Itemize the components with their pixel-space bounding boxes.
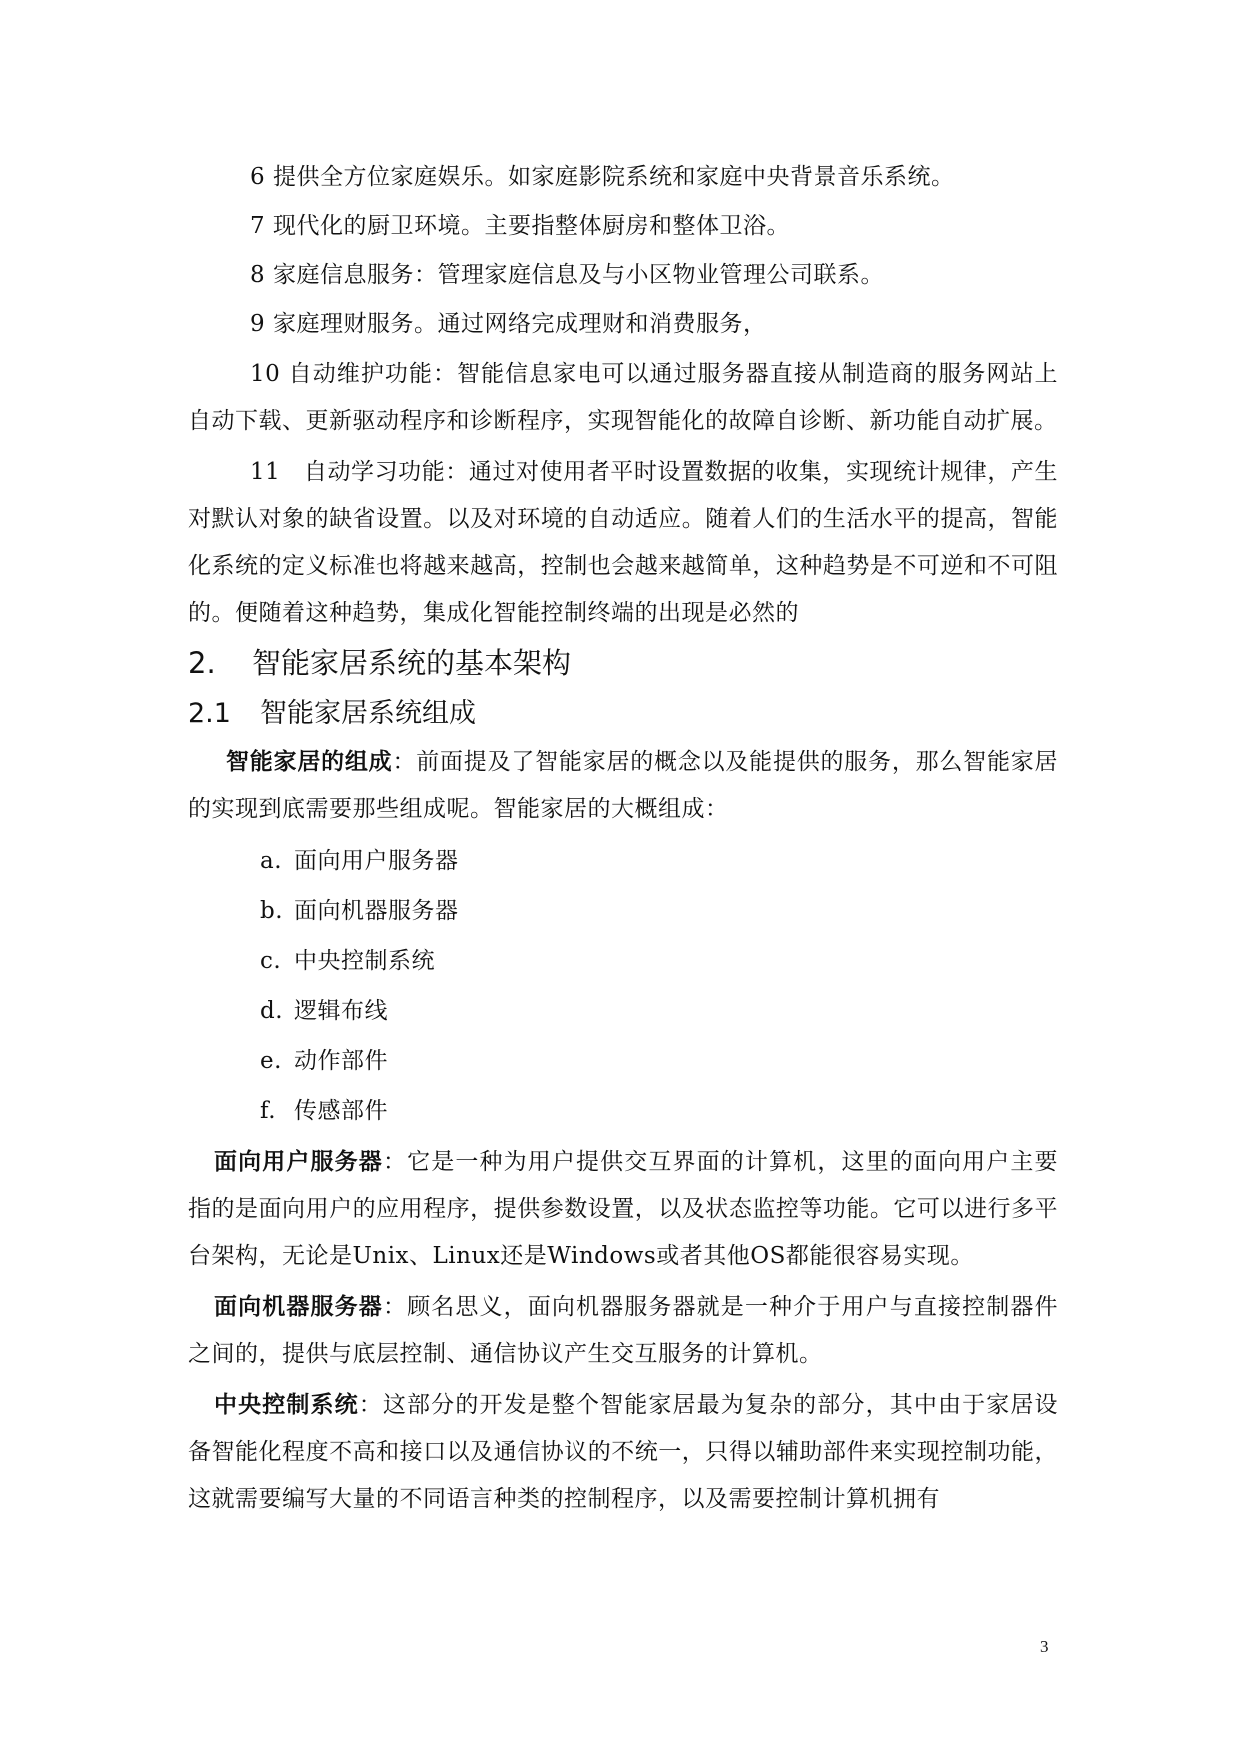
central-control-text: ：这部分的开发是整个智能家居最为复杂的部分，其中由于家居设备智能化程度不高和接口以及通信协议的不统一，只得以辅助部件来实现控制功能，这就需要编写大量的不同语言种类的控制程序，以及需要控制计算机拥有	[188, 1392, 1059, 1512]
page-content	[188, 155, 1058, 1523]
list-text: 逻辑布线	[294, 998, 388, 1024]
user-server-paragraph	[188, 1139, 1058, 1280]
list-item	[188, 1039, 1058, 1083]
machine-server-text: ：顾名思义，面向机器服务器就是一种介于用户与直接控制器件之间的，提供与底层控制、通信协议产生交互服务的计算机。	[188, 1294, 1059, 1367]
user-server-text: ：它是一种为用户提供交互界面的计算机，这里的面向用户主要指的是面向用户的应用程序，提供参数设置，以及状态监控等功能。它可以进行多平台架构，无论是Unix、Linux还是Windows或者其他OS都能很容易实现。	[188, 1149, 1059, 1269]
list-marker: d.	[260, 998, 284, 1024]
feature-item-7: 7 现代化的厨卫环境。主要指整体厨房和整体卫浴。	[250, 213, 790, 239]
list-marker: c.	[260, 948, 282, 974]
subsection-title: 智能家居系统组成	[260, 698, 476, 729]
list-text: 面向用户服务器	[294, 848, 459, 874]
list-text: 面向机器服务器	[294, 898, 459, 924]
subsection-number: 2.1	[188, 698, 231, 729]
list-marker: e.	[260, 1048, 282, 1074]
central-control-paragraph	[188, 1382, 1058, 1523]
list-text: 动作部件	[294, 1048, 388, 1074]
composition-term: 智能家居的组成	[226, 749, 393, 775]
list-marker: a.	[260, 848, 283, 874]
section-number: 2.	[188, 646, 216, 680]
list-marker: b.	[260, 898, 284, 924]
section-title: 智能家居系统的基本架构	[252, 646, 572, 680]
list-item	[188, 989, 1058, 1033]
subsection-heading-2-1	[188, 689, 1058, 739]
list-item	[188, 839, 1058, 883]
feature-item-9: 9 家庭理财服务。通过网络完成理财和消费服务，	[250, 311, 767, 337]
list-item	[188, 939, 1058, 983]
feature-item-6: 6 提供全方位家庭娱乐。如家庭影院系统和家庭中央背景音乐系统。	[250, 164, 955, 190]
composition-text: ：前面提及了智能家居的概念以及能提供的服务，那么智能家居的实现到底需要那些组成呢。智能家居的大概组成：	[188, 749, 1059, 822]
machine-server-paragraph	[188, 1284, 1058, 1378]
central-control-term: 中央控制系统	[214, 1392, 359, 1418]
feature-item-10: 10 自动维护功能：智能信息家电可以通过服务器直接从制造商的服务网站上自动下载、更新驱动程序和诊断程序，实现智能化的故障自诊断、新功能自动扩展。	[188, 361, 1058, 434]
user-server-term: 面向用户服务器	[214, 1149, 383, 1175]
list-marker: f.	[260, 1098, 277, 1124]
component-list	[188, 839, 1058, 1133]
feature-item-11: 11 自动学习功能：通过对使用者平时设置数据的收集，实现统计规律，产生对默认对象的缺省设置。以及对环境的自动适应。随着人们的生活水平的提高，智能化系统的定义标准也将越来越高，控制也会越来越简单，这种趋势是不可逆和不可阻的。便随着这种趋势，集成化智能控制终端的出现是必然的	[188, 459, 1058, 626]
machine-server-term: 面向机器服务器	[214, 1294, 383, 1320]
feature-item-8: 8 家庭信息服务：管理家庭信息及与小区物业管理公司联系。	[250, 262, 884, 288]
list-text: 中央控制系统	[294, 948, 435, 974]
list-text: 传感部件	[294, 1098, 388, 1124]
list-item	[188, 1089, 1058, 1133]
list-item	[188, 889, 1058, 933]
page-number: 3	[1040, 1637, 1049, 1656]
composition-paragraph	[188, 739, 1058, 833]
section-heading-2	[188, 637, 1058, 689]
